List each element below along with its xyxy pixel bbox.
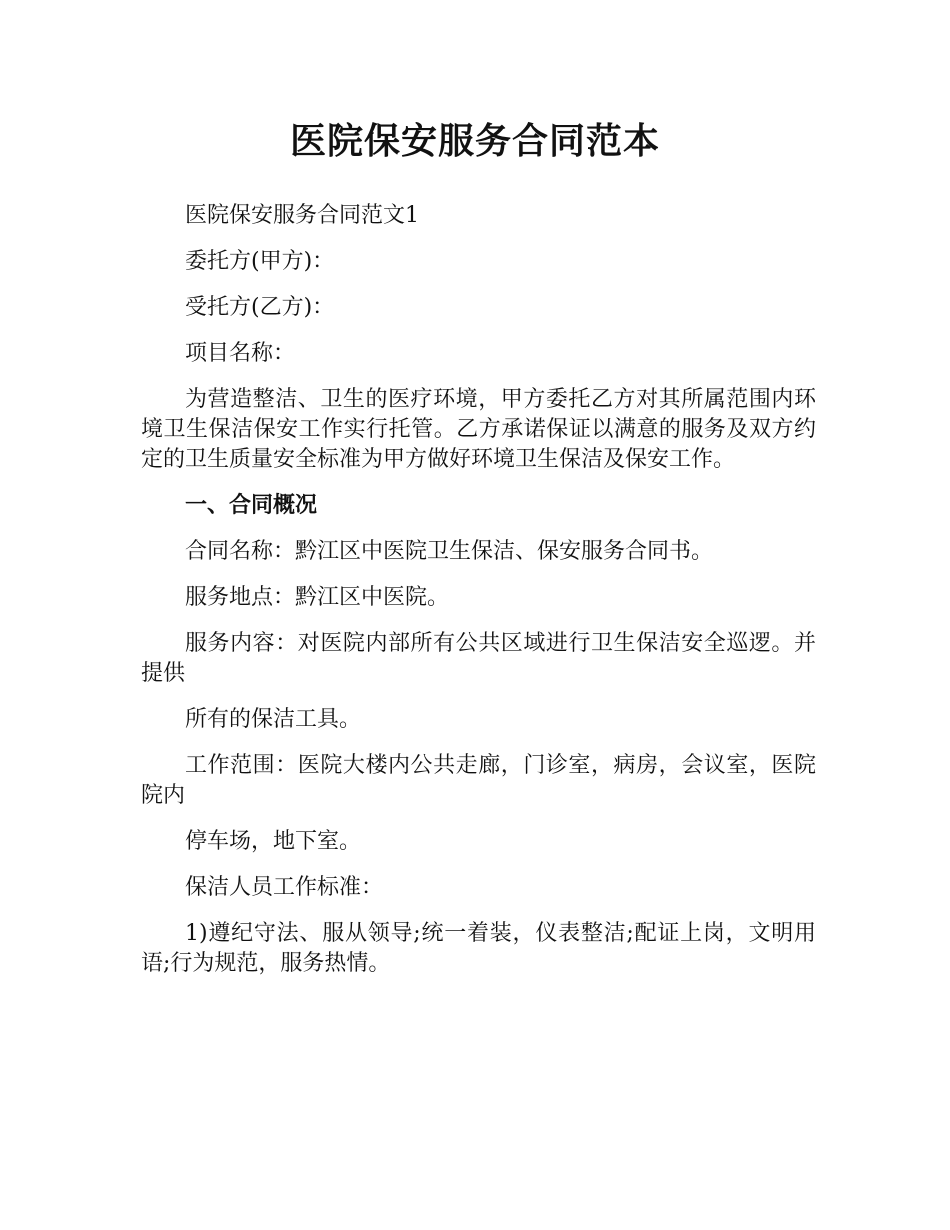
paragraph-preamble: 为营造整洁、卫生的医疗环境，甲方委托乙方对其所属范围内环境卫生保洁保安工作实行托管。乙方承诺保证以满意的服务及双方约定的卫生质量安全标准为甲方做好环境卫生保洁及保安工作。 [141,387,816,472]
paragraph-staff-standards: 保洁人员工作标准： [185,875,384,900]
paragraph-parking-basement: 停车场，地下室。 [185,829,362,854]
paragraph-work-scope: 工作范围：医院大楼内公共走廊，门诊室，病房，会议室，医院院内 [141,753,816,808]
document-body [141,201,816,995]
paragraph-project-name: 项目名称： [185,341,296,366]
section-heading-contract-overview: 一、合同概况 [185,493,318,518]
paragraph-party-a: 委托方(甲方)： [185,249,335,274]
paragraph-party-b: 受托方(乙方)： [185,295,335,320]
paragraph-standard-item-1: 1)遵纪守法、服从领导;统一着装，仪表整洁;配证上岗，文明用语;行为规范，服务热情。 [141,921,816,976]
paragraph-contract-sample-1: 医院保安服务合同范文1 [185,203,419,228]
paragraph-service-content: 服务内容：对医院内部所有公共区域进行卫生保洁安全巡逻。并提供 [141,631,816,686]
paragraph-service-location: 服务地点：黔江区中医院。 [185,585,450,610]
document-title: 医院保安服务合同范本 [289,121,660,162]
paragraph-cleaning-tools: 所有的保洁工具。 [185,707,362,732]
paragraph-contract-name: 合同名称：黔江区中医院卫生保洁、保安服务合同书。 [185,539,714,564]
